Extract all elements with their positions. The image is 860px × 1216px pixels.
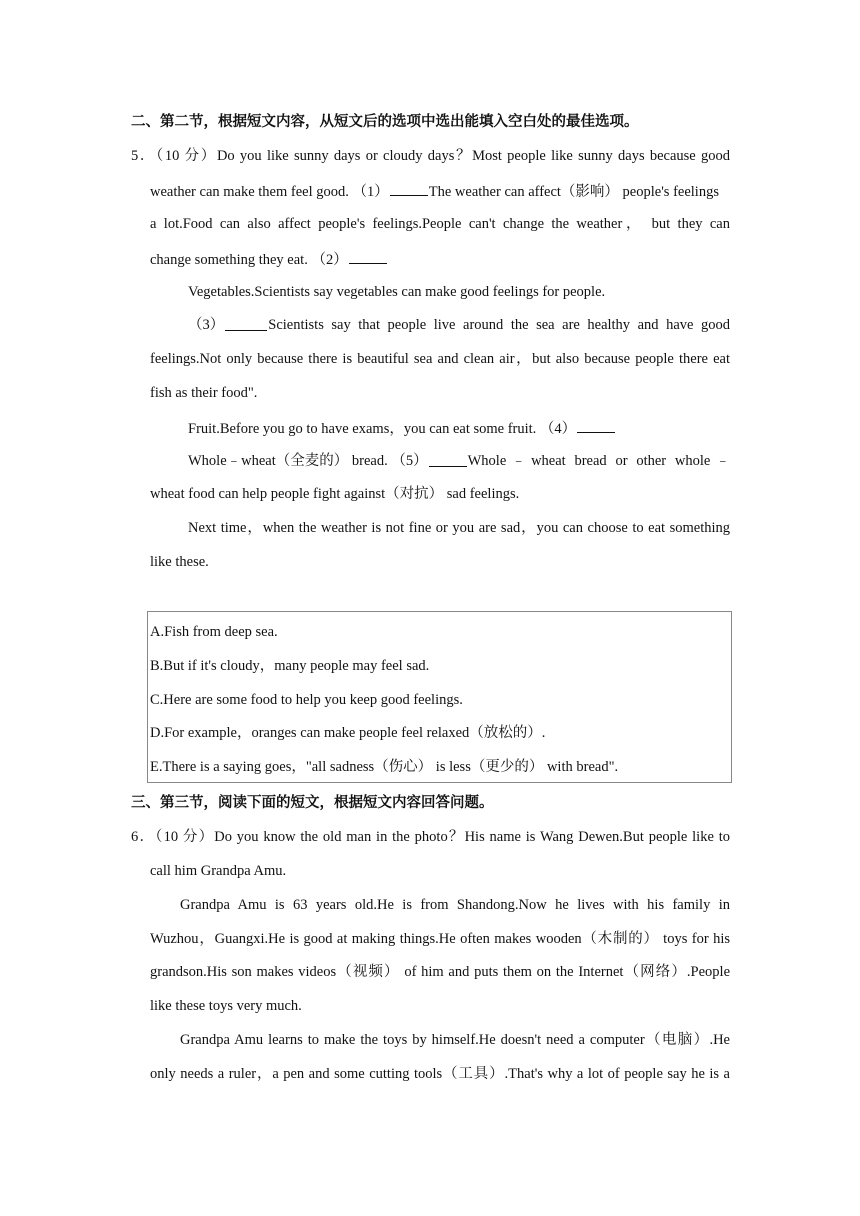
q5-line-10 xyxy=(188,451,730,471)
answer-blank-4[interactable] xyxy=(577,417,615,433)
q5-line-6-text-b: Scientists say that people live around the sea are healthy and have good xyxy=(268,317,730,333)
option-c: C.Here are some food to help you keep good feelings. xyxy=(150,692,463,708)
answer-blank-2[interactable] xyxy=(349,248,387,264)
q6-line-5: grandson.His son makes videos（视频） of him and puts them on the Internet（网络）.People xyxy=(150,964,730,980)
q5-line-7: feelings.Not only because there is beautiful sea and clean air，but also because people there eat xyxy=(150,351,730,367)
q5-line-13: like these. xyxy=(150,554,209,570)
q6-line-3: Grandpa Amu is 63 years old.He is from Shandong.Now he lives with his family in xyxy=(180,897,730,913)
q5-line-5: Vegetables.Scientists say vegetables can make good feelings for people. xyxy=(188,284,606,300)
section2-heading: 二、第二节，根据短文内容，从短文后的选项中选出能填入空白处的最佳选项。 xyxy=(131,114,639,130)
q6-line-1: 6．（10 分）Do you know the old man in the photo？His name is Wang Dewen.But people like to xyxy=(131,829,730,845)
answer-blank-1[interactable] xyxy=(390,180,428,196)
q6-line-4: Wuzhou，Guangxi.He is good at making things.He often makes wooden（木制的） toys for his xyxy=(150,931,730,947)
q5-line-2-text-b: The weather can affect（影响） people's feelings xyxy=(428,184,719,200)
option-e: E.There is a saying goes，"all sadness（伤心） is less（更少的） with bread". xyxy=(150,759,619,775)
q6-line-7: Grandpa Amu learns to make the toys by himself.He doesn't need a computer（电脑）.He xyxy=(180,1032,730,1048)
q5-line-4-text: change something they eat. （2） xyxy=(150,252,348,268)
answer-blank-5[interactable] xyxy=(429,451,467,467)
q5-line-1: 5．（10 分）Do you like sunny days or cloudy days？Most people like sunny days because good xyxy=(131,148,730,164)
q6-line-2: call him Grandpa Amu. xyxy=(150,863,287,879)
answer-blank-3[interactable] xyxy=(225,315,267,331)
q6-line-8: only needs a ruler，a pen and some cutting tools（工具）.That's why a lot of people say he is a xyxy=(150,1066,730,1082)
q5-line-6-text-a: （3） xyxy=(188,317,225,333)
q5-line-6 xyxy=(188,315,730,335)
q5-line-10-text-a: Whole﹣wheat（全麦的） bread. （5） xyxy=(188,453,428,469)
q5-line-9 xyxy=(188,417,616,439)
q5-line-11: wheat food can help people fight against（对抗） sad feelings. xyxy=(150,486,520,502)
option-d: D.For example，oranges can make people feel relaxed（放松的）. xyxy=(150,725,546,741)
q5-line-10-text-b: Whole﹣wheat bread or other whole﹣ xyxy=(467,453,730,469)
q5-line-9-text: Fruit.Before you go to have exams，you can eat some fruit. （4） xyxy=(188,421,577,437)
q5-line-8: fish as their food". xyxy=(150,385,258,401)
section3-heading: 三、第三节，阅读下面的短文，根据短文内容回答问题。 xyxy=(131,795,494,811)
q5-line-12: Next time，when the weather is not fine or you are sad，you can choose to eat something xyxy=(188,520,730,536)
q6-line-6: like these toys very much. xyxy=(150,998,302,1014)
q5-line-3: a lot.Food can also affect people's feelings.People can't change the weather， but they can xyxy=(150,216,730,232)
option-a: A.Fish from deep sea. xyxy=(150,624,278,640)
q5-line-4 xyxy=(150,248,388,270)
q5-line-2-text-a: weather can make them feel good. （1） xyxy=(150,184,389,200)
option-b: B.But if it's cloudy，many people may feel sad. xyxy=(150,658,430,674)
q5-line-2 xyxy=(150,180,730,202)
